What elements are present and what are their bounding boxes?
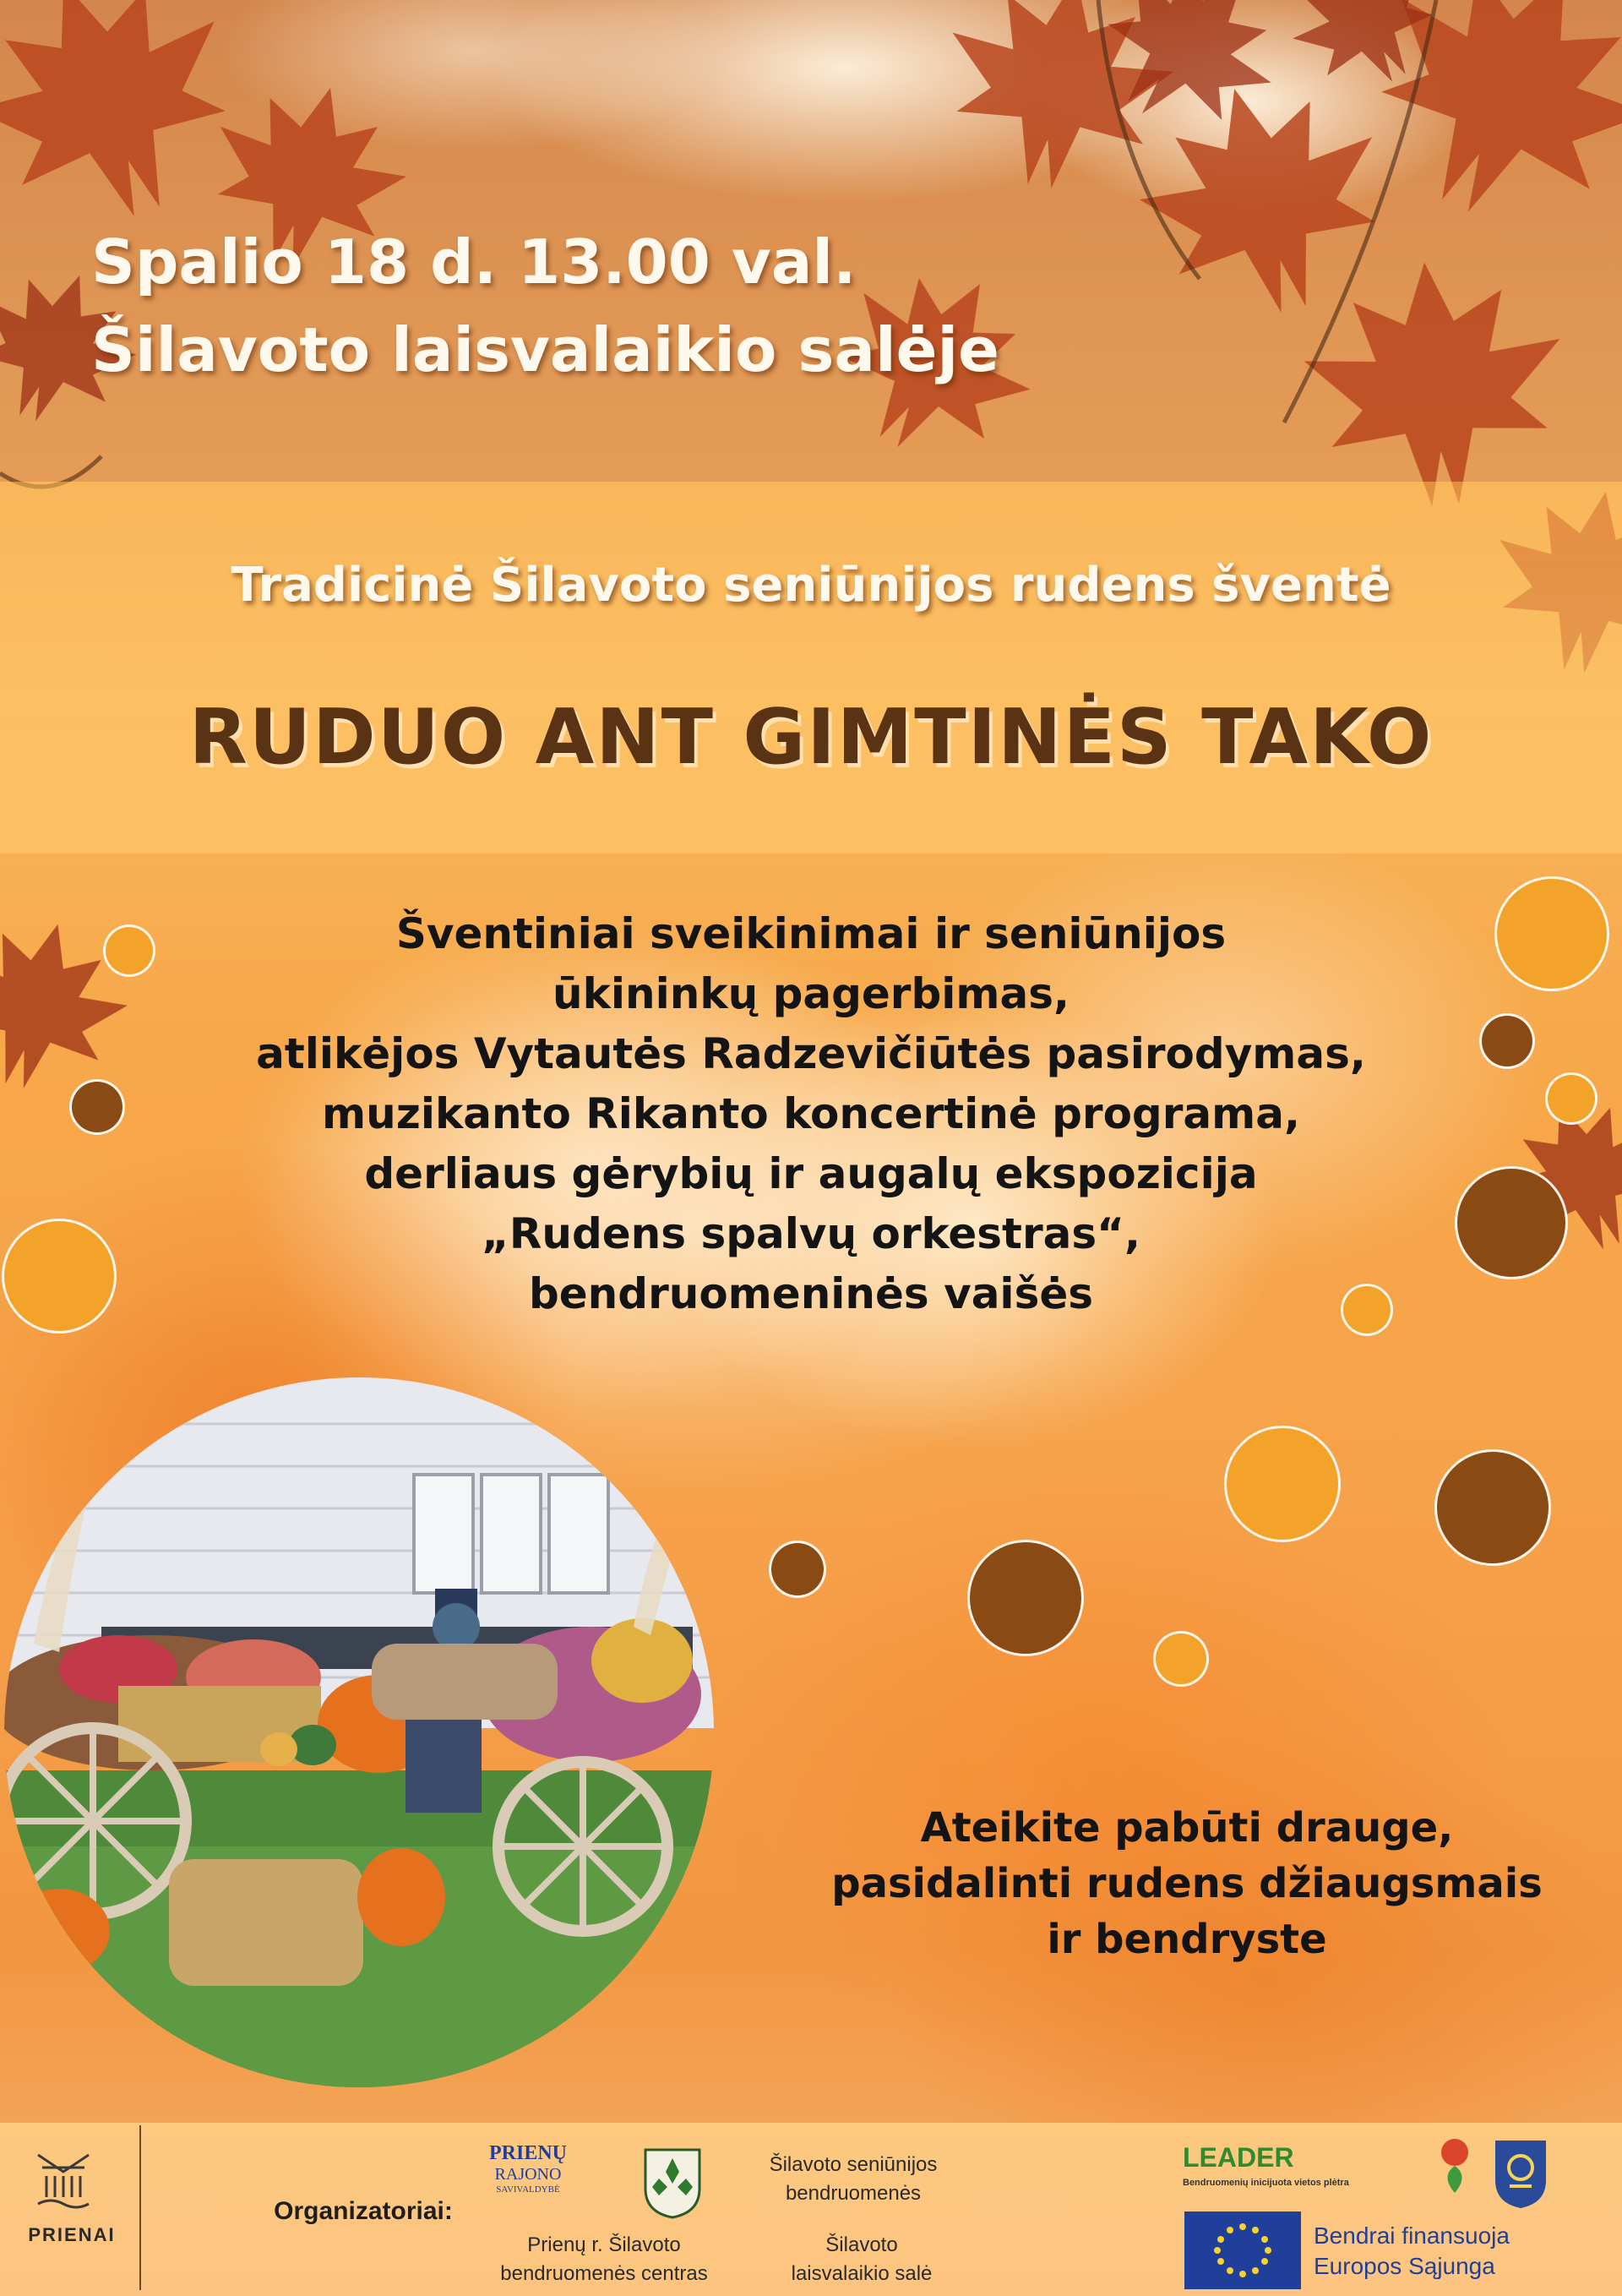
organizers-label: Organizatoriai: (274, 2197, 453, 2225)
coat-of-arms-icon (642, 2146, 703, 2219)
event-title: RUDUO ANT GIMTINĖS TAKO (188, 693, 1434, 782)
eu-funding-line: Bendrai finansuoja (1314, 2222, 1510, 2249)
program-line: atlikėjos Vytautės Radzevičiūtės pasirodymas, (256, 1029, 1366, 1078)
invitation-line: pasidalinti rudens džiaugsmais (831, 1860, 1543, 1907)
leader-logo-text: LEADER (1183, 2142, 1294, 2173)
leader-subtitle: Bendruomenių inicijuota vietos plėtra (1183, 2178, 1349, 2188)
decorative-dot (1437, 1452, 1549, 1563)
decorative-dot (1548, 1075, 1595, 1122)
program-list (127, 904, 1495, 1324)
event-venue: Šilavoto laisvalaikio salėje (91, 314, 999, 385)
org-silavoto-community-line: Šilavoto seniūnijos (769, 2153, 938, 2176)
org-silavoto-community-line: bendruomenės (785, 2182, 922, 2205)
decorative-dot (970, 1542, 1081, 1654)
eu-funding-text (1314, 2221, 1525, 2282)
org-leisure-hall-line: laisvalaikio salė (791, 2262, 933, 2285)
eu-flag-icon (1184, 2211, 1301, 2289)
decorative-dot (1156, 1633, 1206, 1684)
decorative-dot (72, 1082, 122, 1132)
invitation-line: ir bendryste (1047, 1916, 1327, 1963)
prienai-logo-text: PRIENAI (28, 2224, 116, 2245)
event-date-time: Spalio 18 d. 13.00 val. (91, 226, 857, 297)
org-leisure-hall (777, 2231, 946, 2288)
program-line: bendruomeninės vaišės (528, 1269, 1094, 1318)
org-silavoto-community (743, 2151, 963, 2208)
decorative-dot (1343, 1286, 1391, 1333)
program-line: muzikanto Rikanto koncertinė programa, (322, 1089, 1300, 1138)
decorative-dot (1227, 1428, 1338, 1540)
program-line: ūkininkų pagerbimas, (552, 969, 1070, 1018)
leader-emblem-icon (1432, 2134, 1478, 2201)
org-community-center-line: Prienų r. Šilavoto (527, 2233, 681, 2256)
decorative-dot (771, 1543, 824, 1595)
eu-funding-line: Europos Sąjunga (1314, 2253, 1495, 2279)
org-community-center (486, 2231, 722, 2288)
footer-divider (139, 2125, 141, 2290)
decorative-dot (1497, 879, 1607, 989)
program-line: Šventiniai sveikinimai ir seniūnijos (395, 909, 1227, 958)
decorative-dot (106, 927, 153, 974)
decorative-dot (1457, 1169, 1565, 1277)
community-crest-icon (1491, 2134, 1550, 2210)
prienu-rajono-logo (486, 2142, 570, 2195)
prienu-logo-line2: RAJONO (494, 2165, 562, 2184)
decorative-dot (1482, 1016, 1532, 1066)
program-line: derliaus gėrybių ir augalų ekspozicija (364, 1149, 1258, 1198)
title-band (0, 482, 1622, 854)
program-line: „Rudens spalvų orkestras“, (482, 1209, 1140, 1258)
prienu-logo-line3: SAVIVALDYBĖ (496, 2184, 560, 2195)
prienai-logo-icon (34, 2146, 93, 2214)
org-community-center-line: bendruomenės centras (500, 2262, 708, 2285)
event-subtitle: Tradicinė Šilavoto seniūnijos rudens šventė (231, 558, 1391, 613)
invitation-line: Ateikite pabūti drauge, (920, 1804, 1454, 1852)
prienu-logo-line1: PRIENŲ (488, 2142, 567, 2164)
invitation-text (743, 1800, 1622, 1967)
harvest-photo (0, 1373, 718, 2091)
decorative-dot (4, 1221, 114, 1331)
org-leisure-hall-line: Šilavoto (825, 2233, 898, 2256)
